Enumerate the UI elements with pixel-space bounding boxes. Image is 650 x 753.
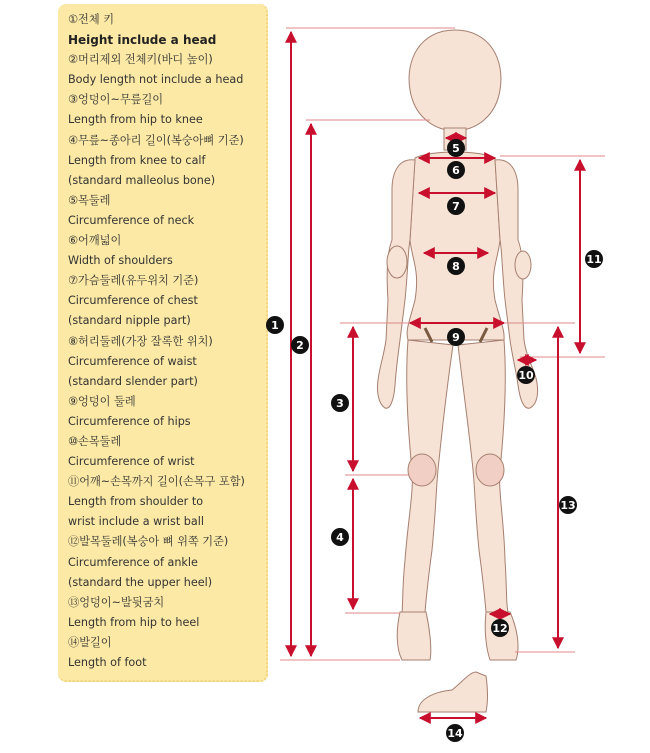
- legend-line: Length from knee to calf: [68, 153, 206, 167]
- marker-14: [446, 724, 464, 742]
- legend-line: Circumference of ankle: [68, 555, 198, 569]
- legend-line: ③엉덩이~무릎길이: [68, 93, 164, 107]
- legend-line: Length from hip to knee: [68, 113, 203, 127]
- legend-line: ⑥어깨넓이: [68, 234, 122, 248]
- svg-text:8: 8: [452, 260, 460, 273]
- svg-text:2: 2: [296, 339, 304, 352]
- legend-line: (standard nipple part): [68, 314, 191, 328]
- marker-6: [447, 161, 465, 179]
- legend-line: ⑤목둘레: [68, 193, 111, 207]
- legend-line: (standard malleolus bone): [68, 173, 216, 187]
- svg-text:1: 1: [271, 319, 279, 332]
- marker-7: [447, 197, 465, 215]
- marker-13: [559, 496, 577, 514]
- marker-4: [331, 528, 349, 546]
- legend-line: Height include a head: [68, 33, 217, 48]
- legend-line: ⑩손목둘레: [68, 434, 122, 448]
- marker-9: [447, 328, 465, 346]
- doll-left-elbow: [387, 246, 407, 278]
- legend-line: Width of shoulders: [68, 254, 173, 268]
- legend-line: Circumference of waist: [68, 354, 197, 368]
- legend-line: ⑦가슴둘레(유두위치 기준): [68, 274, 199, 288]
- doll-figure: [377, 30, 537, 712]
- legend-line: ⑨엉덩이 둘레: [68, 394, 136, 408]
- svg-text:11: 11: [586, 253, 602, 266]
- legend-line: ⑧허리둘레(가장 잘록한 위치): [68, 334, 213, 348]
- doll-torso: [407, 152, 504, 340]
- legend-line: Circumference of wrist: [68, 455, 195, 469]
- marker-11: [585, 250, 603, 268]
- legend-line: Length from shoulder to: [68, 495, 204, 509]
- legend-line: ⑭발길이: [68, 635, 112, 649]
- legend-line: ①전체 키: [68, 13, 115, 26]
- legend-line: ②머리제외 전체키(바디 높이): [68, 53, 213, 67]
- doll-right-elbow: [515, 251, 531, 279]
- legend-line: Circumference of neck: [68, 213, 195, 227]
- svg-text:4: 4: [336, 531, 344, 544]
- svg-text:3: 3: [336, 397, 344, 410]
- legend-line: ⑫발목둘레(복숭아 뼈 위쪽 기준): [68, 535, 229, 549]
- legend-line: wrist include a wrist ball: [68, 515, 204, 529]
- doll-left-knee: [408, 454, 436, 486]
- legend-line: (standard the upper heel): [68, 575, 213, 589]
- legend-line: Circumference of hips: [68, 414, 191, 428]
- marker-1: [266, 316, 284, 334]
- legend-line: ④무릎~종아리 길이(복숭아뼈 기준): [68, 133, 244, 147]
- legend-line: Length from hip to heel: [68, 615, 200, 629]
- svg-text:14: 14: [447, 727, 463, 740]
- marker-12: [491, 619, 509, 637]
- marker-3: [331, 394, 349, 412]
- marker-8: [447, 257, 465, 275]
- legend-line: Body length not include a head: [68, 73, 244, 87]
- marker-10: [517, 366, 535, 384]
- doll-side-foot: [418, 672, 488, 712]
- marker-5: [447, 139, 465, 157]
- legend-line: (standard slender part): [68, 374, 198, 388]
- legend-line: Circumference of chest: [68, 294, 198, 308]
- svg-text:5: 5: [452, 142, 460, 155]
- marker-2: [291, 336, 309, 354]
- svg-text:10: 10: [518, 369, 534, 382]
- doll-head: [409, 30, 501, 131]
- svg-text:9: 9: [452, 331, 460, 344]
- doll-right-knee: [476, 454, 504, 486]
- legend-line: Length of foot: [68, 656, 147, 669]
- svg-text:13: 13: [560, 499, 576, 512]
- svg-text:6: 6: [452, 164, 460, 177]
- legend-line: ⑪어깨~손목까지 길이(손목구 포함): [68, 475, 245, 489]
- legend-line: ⑬엉덩이~발뒷굼치: [68, 595, 165, 609]
- svg-text:7: 7: [452, 200, 460, 213]
- doll-left-foot: [397, 612, 431, 660]
- svg-text:12: 12: [492, 622, 508, 635]
